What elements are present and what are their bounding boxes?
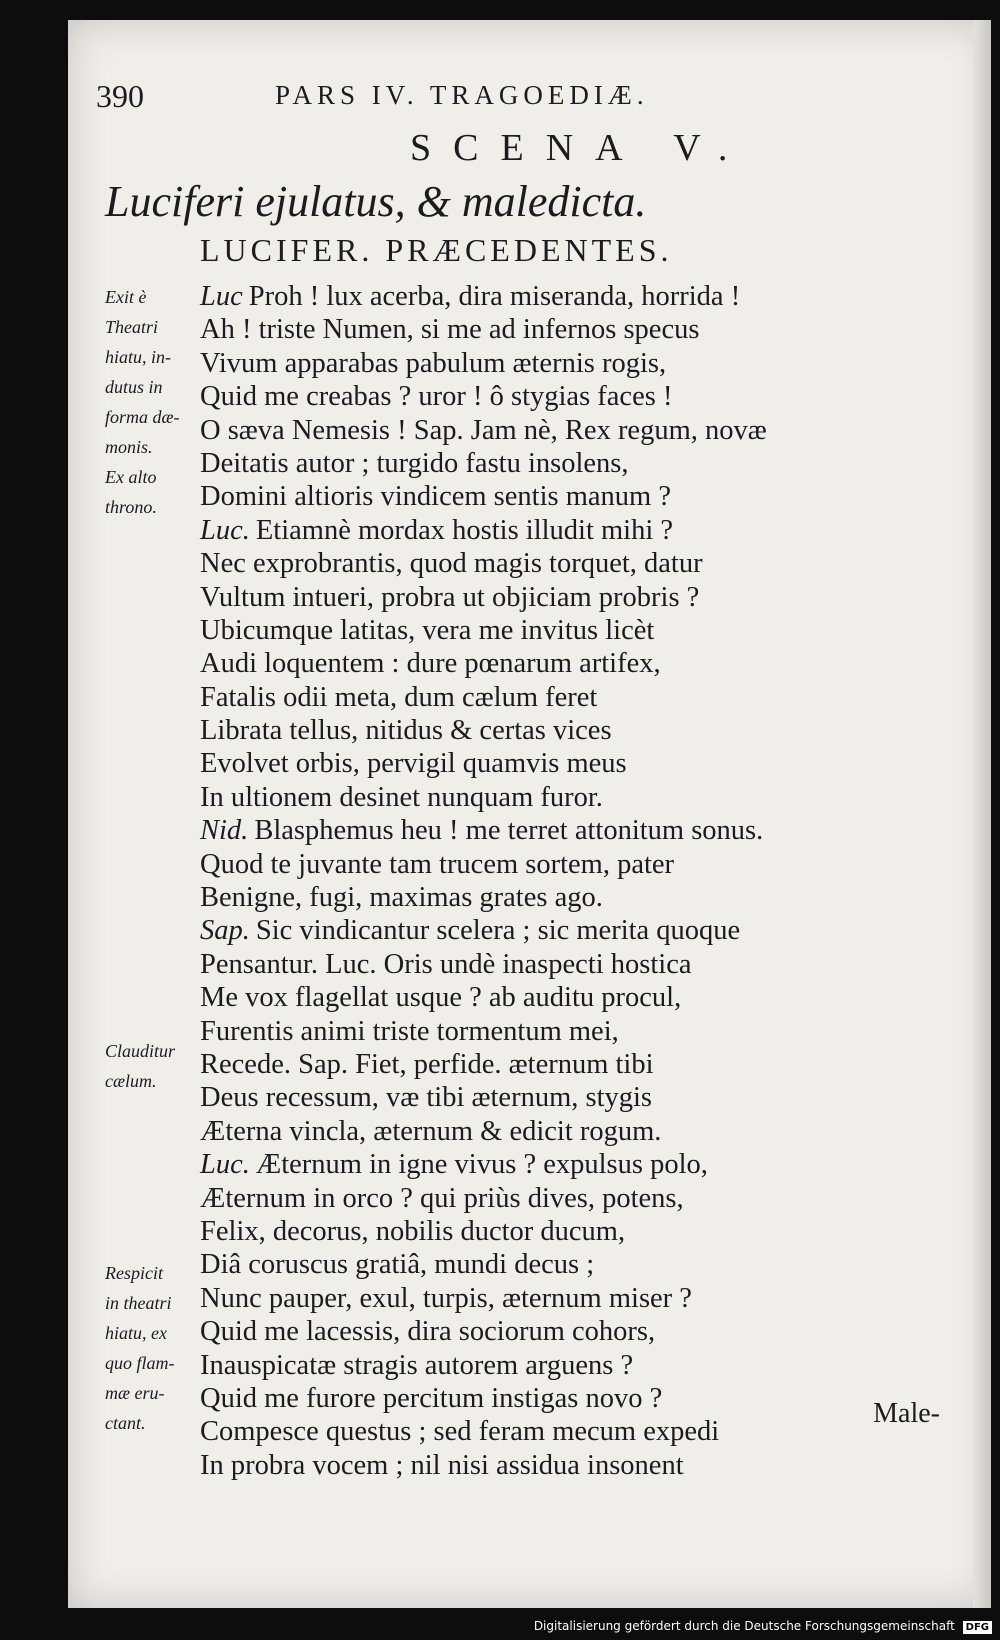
verse-text: Evolvet orbis, pervigil quamvis meus bbox=[200, 748, 627, 780]
verse-text: Domini altioris vindicem sentis manum ? bbox=[200, 481, 671, 513]
margin-line: Theatri bbox=[105, 317, 159, 337]
verse-text: Etiamnè mordax hostis illudit mihi ? bbox=[255, 514, 674, 546]
verse-line bbox=[200, 1081, 920, 1114]
verse-line bbox=[200, 447, 920, 480]
verse-text: Recede. Sap. Fiet, perfide. æternum tibi bbox=[200, 1048, 654, 1080]
page-number: 390 bbox=[96, 78, 144, 114]
verse-text: Quid me furore percitum instigas novo ? bbox=[200, 1382, 663, 1414]
verse-line bbox=[200, 1282, 920, 1315]
dramatis-personae: LUCIFER. PRÆCEDENTES. bbox=[200, 232, 673, 268]
verse-line bbox=[200, 547, 920, 580]
speaker-label: Sap. bbox=[200, 915, 250, 947]
verse-line bbox=[200, 647, 920, 680]
verse-line bbox=[200, 1415, 920, 1448]
verse-line bbox=[200, 347, 920, 380]
verse-line bbox=[200, 1315, 920, 1348]
verse-text: Me vox flagellat usque ? ab auditu procul, bbox=[200, 982, 682, 1014]
margin-line: hiatu, in- bbox=[105, 347, 171, 367]
verse-text: Pensantur. Luc. Oris undè inaspecti hostica bbox=[200, 948, 692, 980]
margin-line: Ex alto bbox=[105, 467, 157, 487]
verse-text: Nunc pauper, exul, turpis, æternum miser ? bbox=[200, 1282, 692, 1314]
margin-note-respicit bbox=[105, 1258, 175, 1438]
verse-text: Quid me creabas ? uror ! ô stygias faces ! bbox=[200, 381, 673, 413]
verse-text: Æternum in orco ? qui priùs dives, potens, bbox=[200, 1182, 684, 1214]
verse-text: O sæva Nemesis ! Sap. Jam nè, Rex regum, novæ bbox=[200, 414, 767, 446]
verse-line bbox=[200, 1048, 920, 1081]
margin-note-clauditur bbox=[105, 1036, 175, 1096]
margin-line: dutus in bbox=[105, 377, 163, 397]
catchword: Male- bbox=[873, 1398, 940, 1429]
verse-line bbox=[200, 1382, 920, 1415]
speaker-label: Luc. bbox=[200, 514, 250, 546]
verse-line bbox=[200, 581, 920, 614]
verse-line bbox=[200, 881, 920, 914]
footer-credit-text: Digitalisierung gefördert durch die Deutsche Forschungsgemeinschaft bbox=[533, 1619, 955, 1633]
speaker-label: Luc. bbox=[200, 1149, 250, 1181]
margin-line: mæ eru- bbox=[105, 1383, 165, 1403]
verse-text: Fatalis odii meta, dum cælum feret bbox=[200, 681, 598, 713]
margin-line: hiatu, ex bbox=[105, 1323, 167, 1343]
scene-subtitle: Luciferi ejulatus, & maledicta. bbox=[105, 177, 647, 226]
verse-line bbox=[200, 1248, 920, 1281]
margin-line: in theatri bbox=[105, 1293, 172, 1313]
verse-line bbox=[200, 714, 920, 747]
verse-line bbox=[200, 1115, 920, 1148]
verse-text: Ubicumque latitas, vera me invitus licèt bbox=[200, 614, 655, 646]
page-edge bbox=[973, 20, 991, 1608]
verse-line bbox=[200, 747, 920, 780]
verse-text: Diâ coruscus gratiâ, mundi decus ; bbox=[200, 1249, 595, 1281]
margin-line: throno. bbox=[105, 497, 157, 517]
verse-text: Deus recessum, væ tibi æternum, stygis bbox=[200, 1082, 653, 1114]
verse-text: Furentis animi triste tormentum mei, bbox=[200, 1015, 619, 1047]
margin-note-exit bbox=[105, 282, 180, 522]
verse-line bbox=[200, 1449, 920, 1482]
verse-text: Audi loquentem : dure pœnarum artifex, bbox=[200, 648, 661, 680]
verse-text: Compesce questus ; sed feram mecum expedi bbox=[200, 1416, 720, 1448]
margin-line: Respicit bbox=[105, 1263, 163, 1283]
verse-line bbox=[200, 781, 920, 814]
verse-text: Deitatis autor ; turgido fastu insolens, bbox=[200, 447, 629, 479]
verse-line bbox=[200, 514, 920, 547]
verse-line bbox=[200, 480, 920, 513]
verse-text: Æterna vincla, æternum & edicit rogum. bbox=[200, 1115, 662, 1147]
verse-line bbox=[200, 414, 920, 447]
margin-line: Clauditur bbox=[105, 1041, 176, 1061]
verse-text: Nec exprobrantis, quod magis torquet, datur bbox=[200, 548, 703, 580]
margin-line: quo flam- bbox=[105, 1353, 175, 1373]
speaker-label: Nid. bbox=[200, 815, 249, 847]
verse-line bbox=[200, 1215, 920, 1248]
margin-line: cælum. bbox=[105, 1071, 157, 1091]
verse-text: Ah ! triste Numen, si me ad infernos specus bbox=[200, 314, 700, 346]
verse-text: Vultum intueri, probra ut objiciam probris ? bbox=[200, 581, 700, 613]
verse-text: Blasphemus heu ! me terret attonitum sonus. bbox=[254, 815, 764, 847]
margin-line: monis. bbox=[105, 437, 153, 457]
verse-text: Vivum apparabas pabulum æternis rogis, bbox=[200, 347, 667, 379]
verse-line bbox=[200, 681, 920, 714]
verse-text: Librata tellus, nitidus & certas vices bbox=[200, 715, 612, 747]
verse-line bbox=[200, 814, 920, 847]
verse-line bbox=[200, 313, 920, 346]
running-head: PARS IV. TRAGOEDIÆ. bbox=[275, 80, 649, 110]
verse-line bbox=[200, 914, 920, 947]
verse-line bbox=[200, 1182, 920, 1215]
verse-block bbox=[200, 280, 920, 1482]
verse-line bbox=[200, 848, 920, 881]
verse-text: Quid me lacessis, dira sociorum cohors, bbox=[200, 1316, 656, 1348]
verse-line bbox=[200, 948, 920, 981]
verse-text: Inauspicatæ stragis autorem arguens ? bbox=[200, 1349, 634, 1381]
verse-line bbox=[200, 614, 920, 647]
margin-line: forma dæ- bbox=[105, 407, 180, 427]
verse-line bbox=[200, 1015, 920, 1048]
verse-text: Æternum in igne vivus ? expulsus polo, bbox=[255, 1149, 708, 1181]
verse-text: Sic vindicantur scelera ; sic merita quoque bbox=[255, 915, 741, 947]
scene-title: SCENA V. bbox=[410, 127, 750, 169]
verse-text: Proh ! lux acerba, dira miseranda, horrida ! bbox=[248, 281, 741, 312]
verse-text: Benigne, fugi, maximas grates ago. bbox=[200, 882, 603, 914]
verse-line bbox=[200, 380, 920, 413]
verse-text: In probra vocem ; nil nisi assidua insonent bbox=[200, 1449, 684, 1481]
verse-text: Felix, decorus, nobilis ductor ducum, bbox=[200, 1215, 626, 1247]
speaker-label: Luc bbox=[200, 281, 243, 312]
verse-line bbox=[200, 1148, 920, 1181]
margin-line: Exit è bbox=[105, 287, 147, 307]
dfg-logo: DFG bbox=[963, 1621, 992, 1634]
verse-line bbox=[200, 280, 920, 313]
footer-credit bbox=[534, 1619, 992, 1634]
verse-text: In ultionem desinet nunquam furor. bbox=[200, 781, 603, 813]
margin-line: ctant. bbox=[105, 1413, 146, 1433]
verse-text: Quod te juvante tam trucem sortem, pater bbox=[200, 848, 675, 880]
verse-line bbox=[200, 1349, 920, 1382]
verse-line bbox=[200, 981, 920, 1014]
